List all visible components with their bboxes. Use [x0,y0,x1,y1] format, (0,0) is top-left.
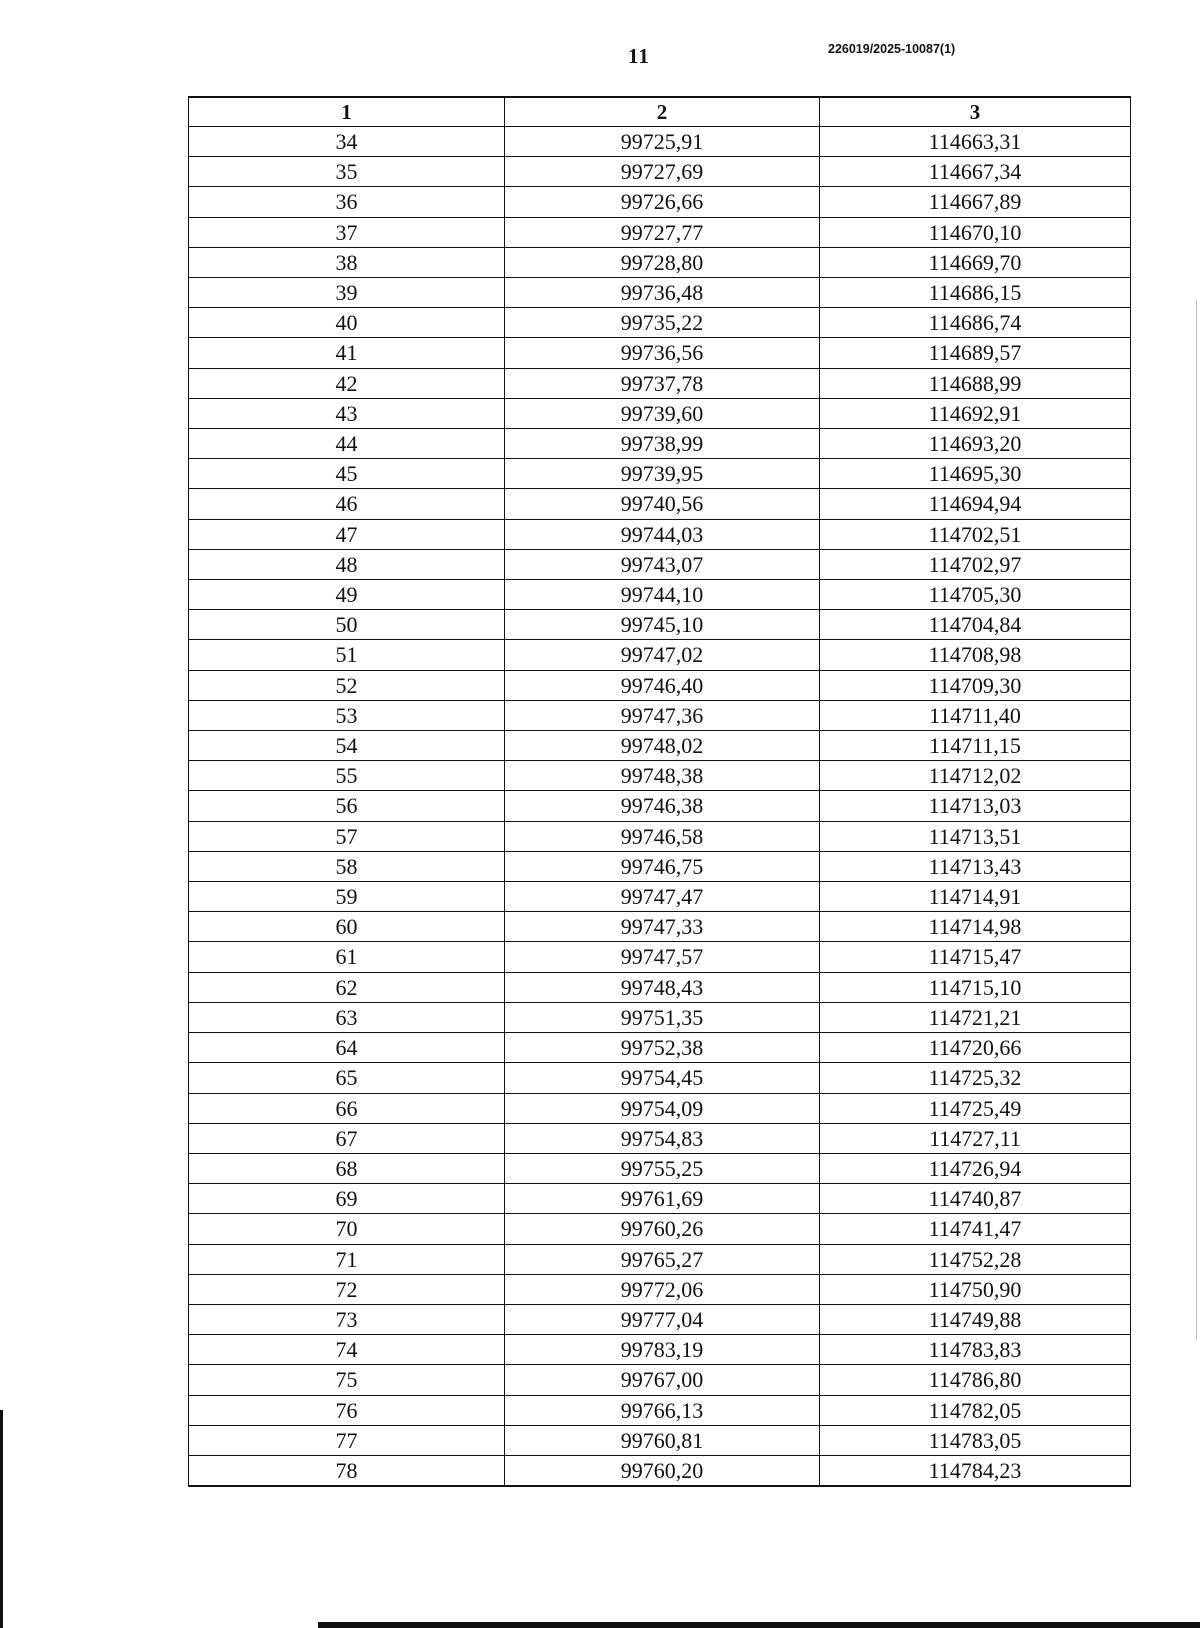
table-cell-col-1: 62 [189,972,505,1002]
table-row [189,278,1131,308]
table-cell-col-1: 55 [189,761,505,791]
table-cell-col-2: 99743,07 [505,549,820,579]
table-cell-col-2: 99752,38 [505,1033,820,1063]
table-cell-col-1: 70 [189,1214,505,1244]
table-cell-col-2: 99765,27 [505,1244,820,1274]
table-row [189,1033,1131,1063]
table-cell-col-3: 114714,91 [820,882,1131,912]
table-cell-col-3: 114711,40 [820,700,1131,730]
table-cell-col-1: 35 [189,157,505,187]
table-row [189,459,1131,489]
table-cell-col-1: 69 [189,1184,505,1214]
table-cell-col-2: 99728,80 [505,247,820,277]
table-row [189,217,1131,247]
table-cell-col-3: 114720,66 [820,1033,1131,1063]
table-cell-col-3: 114692,91 [820,398,1131,428]
table-cell-col-2: 99747,36 [505,700,820,730]
table-cell-col-1: 67 [189,1123,505,1153]
table-row [189,761,1131,791]
table-body [189,127,1131,1487]
table-cell-col-3: 114705,30 [820,580,1131,610]
table-row [189,1214,1131,1244]
table-cell-col-1: 36 [189,187,505,217]
table-cell-col-1: 63 [189,1002,505,1032]
table-row [189,1153,1131,1183]
table-cell-col-3: 114704,84 [820,610,1131,640]
table-cell-col-3: 114708,98 [820,640,1131,670]
table-cell-col-1: 77 [189,1425,505,1455]
table-cell-col-2: 99746,58 [505,821,820,851]
table-cell-col-3: 114749,88 [820,1304,1131,1334]
table-row [189,851,1131,881]
table-cell-col-2: 99746,75 [505,851,820,881]
scan-edge-left [0,1410,3,1628]
table-cell-col-1: 76 [189,1395,505,1425]
table-cell-col-1: 43 [189,398,505,428]
table-cell-col-1: 57 [189,821,505,851]
table-row [189,1395,1131,1425]
table-cell-col-3: 114686,74 [820,308,1131,338]
document-reference: 226019/2025-10087(1) [828,42,956,56]
table-cell-col-1: 73 [189,1304,505,1334]
table-cell-col-3: 114689,57 [820,338,1131,368]
table-row [189,731,1131,761]
table-cell-col-1: 65 [189,1063,505,1093]
table-row [189,489,1131,519]
table-cell-col-1: 42 [189,368,505,398]
table-cell-col-3: 114669,70 [820,247,1131,277]
table-cell-col-3: 114782,05 [820,1395,1131,1425]
table-row [189,1365,1131,1395]
table-cell-col-3: 114715,10 [820,972,1131,1002]
table-cell-col-1: 51 [189,640,505,670]
table-cell-col-2: 99754,45 [505,1063,820,1093]
column-header-2: 2 [505,97,820,127]
table-cell-col-3: 114663,31 [820,127,1131,157]
column-header-1: 1 [189,97,505,127]
table-row [189,157,1131,187]
table-cell-col-3: 114783,83 [820,1335,1131,1365]
table-cell-col-2: 99725,91 [505,127,820,157]
table-cell-col-2: 99739,95 [505,459,820,489]
table-cell-col-1: 74 [189,1335,505,1365]
table-cell-col-2: 99747,57 [505,942,820,972]
table-row [189,1274,1131,1304]
table-row [189,429,1131,459]
table-row [189,912,1131,942]
table-cell-col-2: 99783,19 [505,1335,820,1365]
table-row [189,882,1131,912]
table-cell-col-3: 114686,15 [820,278,1131,308]
table-cell-col-3: 114712,02 [820,761,1131,791]
table-cell-col-3: 114714,98 [820,912,1131,942]
table-cell-col-3: 114750,90 [820,1274,1131,1304]
table-cell-col-3: 114694,94 [820,489,1131,519]
table-row [189,640,1131,670]
table-cell-col-3: 114713,51 [820,821,1131,851]
table-cell-col-2: 99746,38 [505,791,820,821]
table-cell-col-2: 99748,38 [505,761,820,791]
table-row [189,1184,1131,1214]
table-cell-col-2: 99754,83 [505,1123,820,1153]
table-cell-col-2: 99766,13 [505,1395,820,1425]
table-cell-col-3: 114709,30 [820,670,1131,700]
table-cell-col-1: 46 [189,489,505,519]
column-header-3: 3 [820,97,1131,127]
table-cell-col-2: 99727,69 [505,157,820,187]
table-cell-col-2: 99747,02 [505,640,820,670]
table-cell-col-2: 99740,56 [505,489,820,519]
table-cell-col-3: 114740,87 [820,1184,1131,1214]
table-cell-col-3: 114727,11 [820,1123,1131,1153]
table-cell-col-2: 99744,03 [505,519,820,549]
table-cell-col-3: 114695,30 [820,459,1131,489]
table-cell-col-1: 66 [189,1093,505,1123]
table-row [189,1455,1131,1486]
table-cell-col-2: 99736,56 [505,338,820,368]
table-cell-col-1: 68 [189,1153,505,1183]
table-cell-col-3: 114711,15 [820,731,1131,761]
table-row [189,821,1131,851]
table-cell-col-2: 99760,81 [505,1425,820,1455]
table-cell-col-1: 34 [189,127,505,157]
table-row [189,247,1131,277]
table-cell-col-1: 48 [189,549,505,579]
table-row [189,670,1131,700]
table-cell-col-3: 114725,32 [820,1063,1131,1093]
table-cell-col-1: 38 [189,247,505,277]
table-row [189,519,1131,549]
table-cell-col-3: 114670,10 [820,217,1131,247]
table-header [189,97,1131,127]
scan-edge-bottom [318,1622,1200,1628]
table-cell-col-3: 114725,49 [820,1093,1131,1123]
table-cell-col-3: 114667,34 [820,157,1131,187]
table-row [189,338,1131,368]
table-cell-col-1: 49 [189,580,505,610]
table-cell-col-2: 99748,02 [505,731,820,761]
table-cell-col-1: 40 [189,308,505,338]
table-cell-col-1: 58 [189,851,505,881]
table-row [189,972,1131,1002]
table-cell-col-1: 53 [189,700,505,730]
table-cell-col-2: 99767,00 [505,1365,820,1395]
table-cell-col-3: 114741,47 [820,1214,1131,1244]
table-cell-col-1: 59 [189,882,505,912]
table-cell-col-2: 99737,78 [505,368,820,398]
table-cell-col-1: 56 [189,791,505,821]
table-cell-col-2: 99777,04 [505,1304,820,1334]
table-row [189,791,1131,821]
table-cell-col-1: 52 [189,670,505,700]
table-cell-col-1: 45 [189,459,505,489]
table-row [189,1093,1131,1123]
table-cell-col-3: 114783,05 [820,1425,1131,1455]
table-cell-col-2: 99726,66 [505,187,820,217]
table-cell-col-1: 75 [189,1365,505,1395]
table-cell-col-1: 72 [189,1274,505,1304]
table-cell-col-2: 99760,20 [505,1455,820,1486]
table-row [189,368,1131,398]
table-row [189,1123,1131,1153]
table-cell-col-1: 78 [189,1455,505,1486]
table-row [189,1244,1131,1274]
table-row [189,1335,1131,1365]
table-cell-col-1: 41 [189,338,505,368]
table-cell-col-2: 99739,60 [505,398,820,428]
table-cell-col-2: 99760,26 [505,1214,820,1244]
table-cell-col-1: 50 [189,610,505,640]
table-cell-col-3: 114715,47 [820,942,1131,972]
table-cell-col-3: 114786,80 [820,1365,1131,1395]
table-cell-col-2: 99772,06 [505,1274,820,1304]
table-cell-col-2: 99736,48 [505,278,820,308]
table-row [189,700,1131,730]
scan-edge-right [1196,300,1197,1340]
table-cell-col-3: 114667,89 [820,187,1131,217]
table-row [189,580,1131,610]
table-cell-col-3: 114713,43 [820,851,1131,881]
table-cell-col-2: 99747,47 [505,882,820,912]
table-row [189,1063,1131,1093]
table-cell-col-3: 114693,20 [820,429,1131,459]
table-row [189,942,1131,972]
table-cell-col-1: 39 [189,278,505,308]
table-row [189,127,1131,157]
table-cell-col-3: 114688,99 [820,368,1131,398]
table-cell-col-2: 99761,69 [505,1184,820,1214]
table-cell-col-1: 47 [189,519,505,549]
table-row [189,187,1131,217]
table-cell-col-3: 114721,21 [820,1002,1131,1032]
table-cell-col-2: 99738,99 [505,429,820,459]
table-cell-col-1: 60 [189,912,505,942]
table-cell-col-2: 99735,22 [505,308,820,338]
table-row [189,308,1131,338]
table-cell-col-3: 114726,94 [820,1153,1131,1183]
table-cell-col-2: 99745,10 [505,610,820,640]
table-cell-col-3: 114784,23 [820,1455,1131,1486]
table-row [189,1425,1131,1455]
table-row [189,1304,1131,1334]
coordinates-table [188,96,1131,1487]
table-cell-col-2: 99751,35 [505,1002,820,1032]
table-cell-col-1: 44 [189,429,505,459]
table-cell-col-1: 37 [189,217,505,247]
page-number: 11 [628,44,650,68]
table-cell-col-1: 61 [189,942,505,972]
table-cell-col-3: 114752,28 [820,1244,1131,1274]
table-header-row [189,97,1131,127]
table-cell-col-3: 114713,03 [820,791,1131,821]
table-cell-col-2: 99754,09 [505,1093,820,1123]
table-cell-col-1: 64 [189,1033,505,1063]
table-cell-col-2: 99746,40 [505,670,820,700]
table-cell-col-1: 54 [189,731,505,761]
table-cell-col-2: 99744,10 [505,580,820,610]
table-row [189,1002,1131,1032]
table-cell-col-1: 71 [189,1244,505,1274]
table-cell-col-2: 99755,25 [505,1153,820,1183]
table-cell-col-2: 99748,43 [505,972,820,1002]
table-cell-col-3: 114702,51 [820,519,1131,549]
table-cell-col-3: 114702,97 [820,549,1131,579]
table-row [189,398,1131,428]
table-row [189,610,1131,640]
table-cell-col-2: 99747,33 [505,912,820,942]
table-cell-col-2: 99727,77 [505,217,820,247]
table-row [189,549,1131,579]
